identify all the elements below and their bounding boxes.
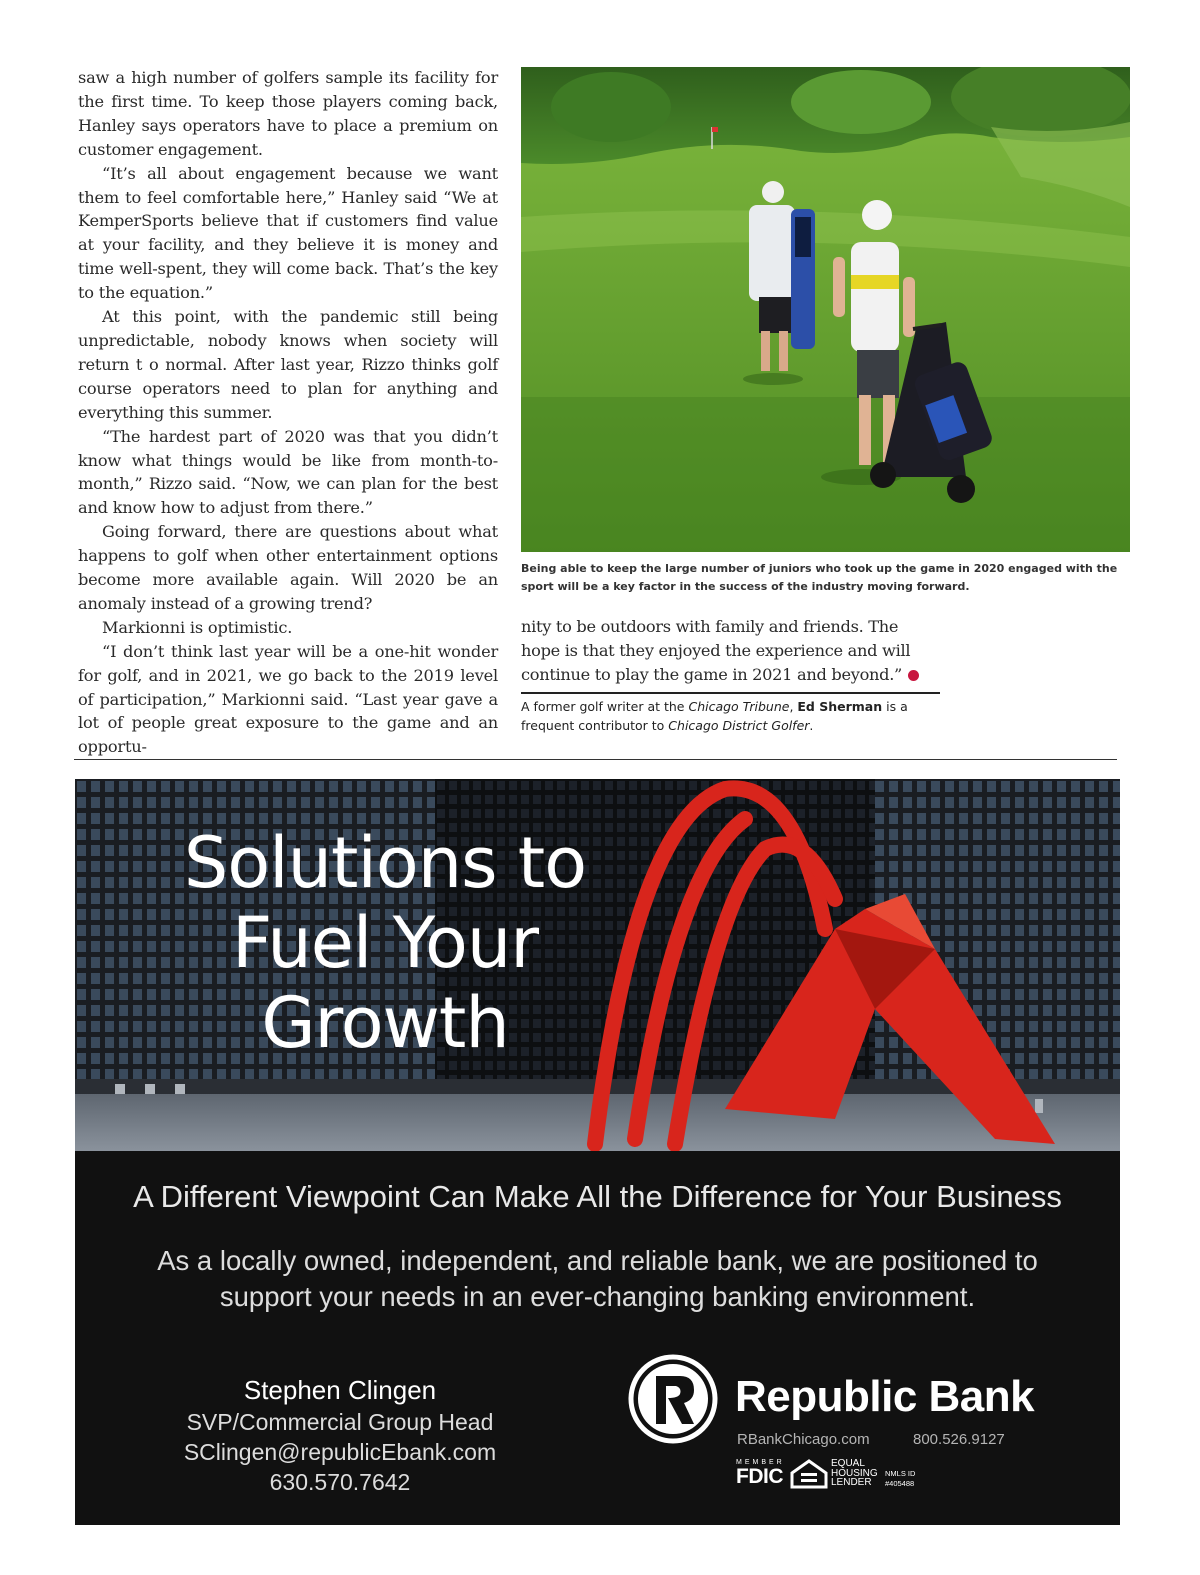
bank-name: Republic Bank xyxy=(735,1372,1035,1421)
ad-body-text: As a locally owned, independent, and reliable bank, we are positioned to support your needs in an ever-changing banking environment. xyxy=(157,1245,1038,1312)
bio-author-name: Ed Sherman xyxy=(797,699,883,714)
photo-caption: Being able to keep the large number of juniors who took up the game in 2020 engaged with the sport will be a key factor in the success of the industry moving forward. xyxy=(521,562,1118,593)
article-paragraph: “I don’t think last year will be a one-hit wonder for golf, and in 2021, we go back to the 2019 level of participation,” Markionni said. “Last year gave a lot of people great exposure to the game and an opportu- xyxy=(78,641,498,757)
bio-magazine: Chicago District Golfer xyxy=(668,718,810,733)
fdic-member-label: MEMBER xyxy=(736,1459,785,1466)
article-paragraph: nity to be outdoors with family and friends. The hope is that they enjoyed the experience and will continue to play the game in 2021 and beyond.” xyxy=(521,617,911,684)
article-paragraph: saw a high number of golfers sample its facility for the first time. To keep those players coming back, Hanley says operators have to place a premium on customer engagement. xyxy=(78,68,498,159)
fdic-badge xyxy=(736,1459,785,1487)
nmls-number: #405488 xyxy=(885,1479,915,1488)
ehl-line: LENDER xyxy=(831,1477,872,1488)
article-paragraph: At this point, with the pandemic still being unpredictable, nobody knows when society will return t o normal. After last year, Rizzo thinks golf course operators need to plan for anything and everything this summer. xyxy=(78,307,498,422)
contact-phone: 630.570.7642 xyxy=(269,1469,411,1495)
article-paragraph: “It’s all about engagement because we want them to feel comfortable here,” Hanley said “We at KemperSports believe that if customers find value at your facility, and they believe it is money and time well-spent, they will come back. That’s the key to the equation.” xyxy=(78,163,498,303)
headline-line: Solutions to xyxy=(183,822,587,904)
article-right-column xyxy=(521,615,941,687)
bio-text: is a frequent contributor to xyxy=(521,699,908,733)
bio-text: , xyxy=(789,699,798,714)
golf-course-illustration xyxy=(521,67,1130,552)
contact-name: Stephen Clingen xyxy=(243,1375,437,1405)
equal-housing-lender xyxy=(831,1459,878,1488)
bio-text: . xyxy=(809,718,814,733)
ad-tagline: A Different Viewpoint Can Make All the Difference for Your Business xyxy=(133,1179,1062,1214)
contact-title: SVP/Commercial Group Head xyxy=(186,1409,494,1435)
article-paragraph: “The hardest part of 2020 was that you didn’t know what things would be like from month-to-month,” Rizzo said. “Now, we can plan for the best and know how to adjust from there.” xyxy=(78,426,498,518)
bio-divider xyxy=(521,692,940,694)
ehl-line: EQUAL xyxy=(831,1458,865,1469)
section-divider xyxy=(74,759,1117,760)
republic-bank-ad xyxy=(75,779,1120,1525)
ad-headline xyxy=(75,823,695,1063)
nmls-label: NMLS ID xyxy=(885,1469,916,1478)
ehl-line: HOUSING xyxy=(831,1467,878,1479)
article-left-column xyxy=(78,66,498,759)
article-paragraph: Going forward, there are questions about what happens to golf when other entertainment options become more available again. Will 2020 be an anomaly instead of a growing trend? xyxy=(78,522,498,613)
author-bio xyxy=(521,697,941,735)
junior-golfers-photo xyxy=(521,67,1130,552)
bank-website: RBankChicago.com xyxy=(737,1431,870,1448)
bio-publication: Chicago Tribune xyxy=(688,699,790,714)
bank-phone: 800.526.9127 xyxy=(913,1431,1005,1448)
headline-line: Fuel Your xyxy=(232,902,538,984)
bio-text: A former golf writer at the xyxy=(521,699,689,714)
contact-block xyxy=(150,1373,530,1497)
nmls-id xyxy=(885,1469,915,1489)
article-paragraph: Markionni is optimistic. xyxy=(102,617,293,637)
contact-email: SClingen@republicEbank.com xyxy=(183,1439,497,1465)
fdic-label: FDIC xyxy=(736,1465,783,1488)
republic-bank-logo-icon xyxy=(628,1354,718,1444)
end-mark-icon xyxy=(908,670,919,681)
equal-housing-icon xyxy=(790,1459,828,1489)
headline-line: Growth xyxy=(261,982,509,1064)
